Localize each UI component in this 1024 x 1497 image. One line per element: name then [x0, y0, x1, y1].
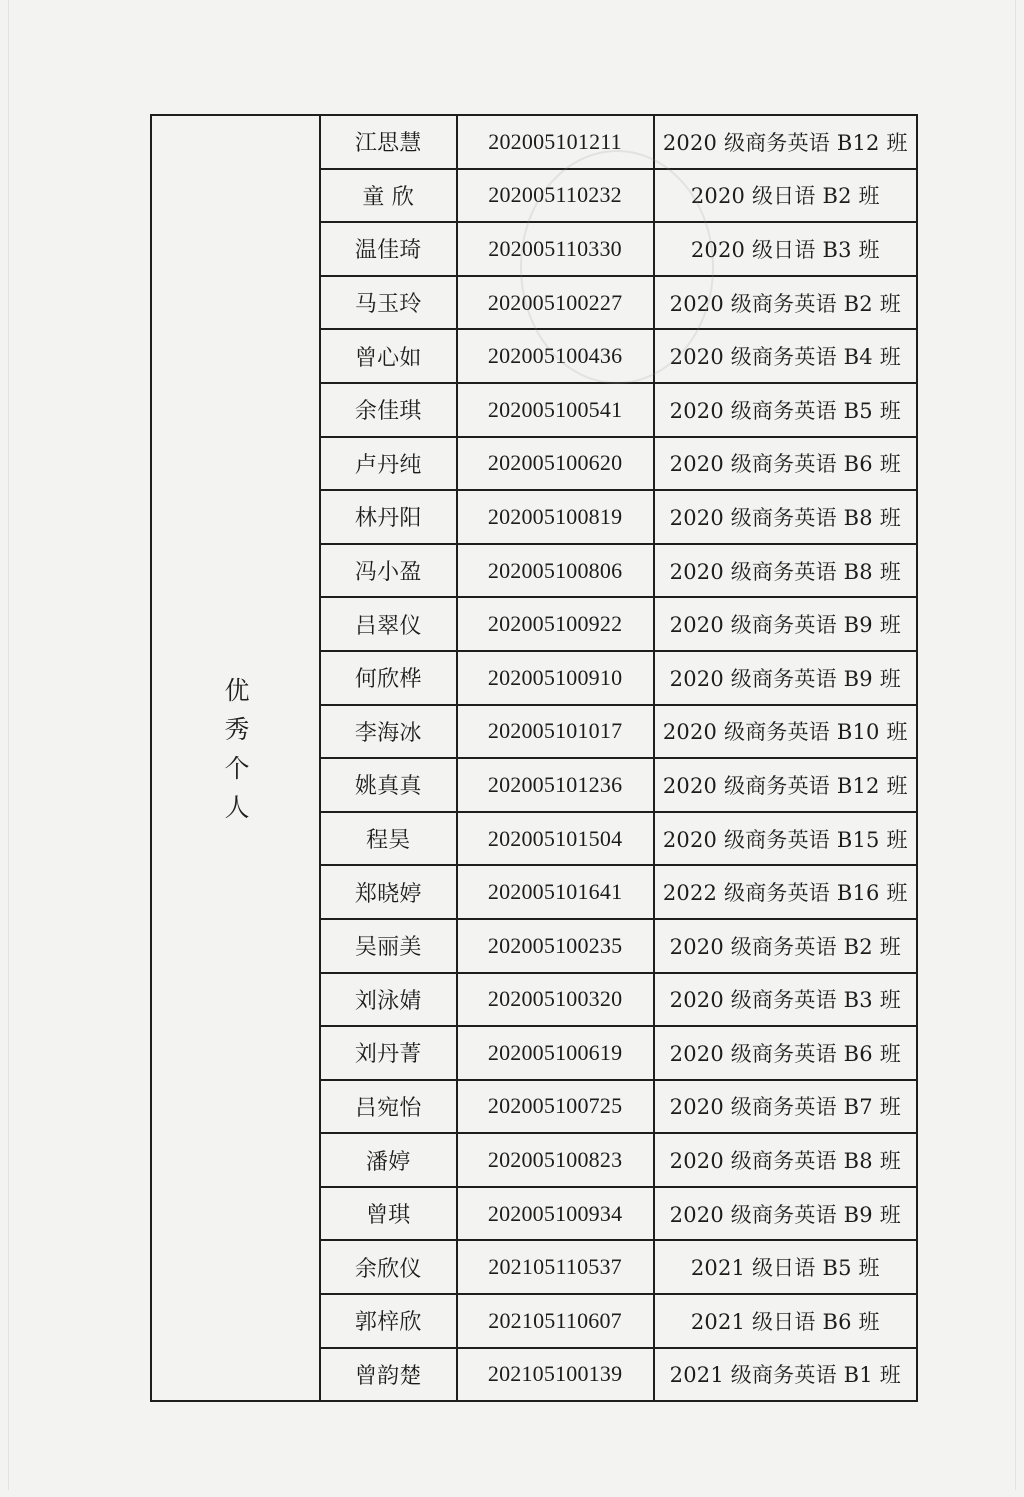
student-id: 202005110232: [457, 169, 654, 223]
student-id: 202005101504: [457, 812, 654, 866]
student-name: 潘婷: [320, 1133, 457, 1187]
student-id: 202105110537: [457, 1240, 654, 1294]
class-name: 2020 级商务英语 B2 班: [654, 276, 917, 330]
student-id: 202005100436: [457, 329, 654, 383]
class-name: 2021 级商务英语 B1 班: [654, 1348, 917, 1402]
class-name: 2020 级商务英语 B5 班: [654, 383, 917, 437]
class-name: 2020 级商务英语 B12 班: [654, 758, 917, 812]
class-name: 2020 级商务英语 B8 班: [654, 490, 917, 544]
class-name: 2020 级商务英语 B7 班: [654, 1080, 917, 1134]
category-cell: [151, 115, 320, 1401]
student-id: 202005110330: [457, 222, 654, 276]
class-name: 2020 级商务英语 B8 班: [654, 544, 917, 598]
category-label: 优秀个人: [220, 677, 250, 834]
student-name: 刘丹菁: [320, 1026, 457, 1080]
student-name: 姚真真: [320, 758, 457, 812]
student-id: 202005100910: [457, 651, 654, 705]
class-name: 2020 级商务英语 B2 班: [654, 919, 917, 973]
class-name: 2020 级商务英语 B9 班: [654, 1187, 917, 1241]
student-id: 202005100934: [457, 1187, 654, 1241]
student-name: 冯小盈: [320, 544, 457, 598]
student-id: 202005100620: [457, 437, 654, 491]
student-id: 202005100541: [457, 383, 654, 437]
class-name: 2021 级日语 B6 班: [654, 1294, 917, 1348]
student-name: 吕宛怡: [320, 1080, 457, 1134]
student-id: 202005101641: [457, 865, 654, 919]
student-name: 马玉玲: [320, 276, 457, 330]
student-name: 曾韵楚: [320, 1348, 457, 1402]
class-name: 2021 级日语 B5 班: [654, 1240, 917, 1294]
class-name: 2020 级商务英语 B12 班: [654, 115, 917, 169]
student-id: 202005100227: [457, 276, 654, 330]
class-name: 2020 级商务英语 B9 班: [654, 651, 917, 705]
student-id: 202005100819: [457, 490, 654, 544]
awards-table: [150, 114, 918, 1402]
student-name: 童 欣: [320, 169, 457, 223]
student-name: 曾琪: [320, 1187, 457, 1241]
student-id: 202105110607: [457, 1294, 654, 1348]
student-id: 202005100320: [457, 973, 654, 1027]
student-name: 郑晓婷: [320, 865, 457, 919]
student-name: 林丹阳: [320, 490, 457, 544]
student-name: 卢丹纯: [320, 437, 457, 491]
student-name: 温佳琦: [320, 222, 457, 276]
table-row: [151, 115, 917, 169]
student-id: 202005100235: [457, 919, 654, 973]
student-id: 202005100922: [457, 597, 654, 651]
student-name: 郭梓欣: [320, 1294, 457, 1348]
class-name: 2020 级商务英语 B3 班: [654, 973, 917, 1027]
class-name: 2020 级商务英语 B6 班: [654, 1026, 917, 1080]
student-name: 刘泳婧: [320, 973, 457, 1027]
student-name: 李海冰: [320, 705, 457, 759]
class-name: 2020 级商务英语 B10 班: [654, 705, 917, 759]
class-name: 2020 级商务英语 B4 班: [654, 329, 917, 383]
student-id: 202005101236: [457, 758, 654, 812]
student-id: 202105100139: [457, 1348, 654, 1402]
awards-table-body: [151, 115, 917, 1401]
student-id: 202005100806: [457, 544, 654, 598]
student-name: 程昊: [320, 812, 457, 866]
student-id: 202005100823: [457, 1133, 654, 1187]
student-name: 余欣仪: [320, 1240, 457, 1294]
class-name: 2020 级商务英语 B15 班: [654, 812, 917, 866]
student-name: 吕翠仪: [320, 597, 457, 651]
class-name: 2020 级日语 B3 班: [654, 222, 917, 276]
student-name: 余佳琪: [320, 383, 457, 437]
class-name: 2020 级商务英语 B6 班: [654, 437, 917, 491]
student-id: 202005100725: [457, 1080, 654, 1134]
student-id: 202005100619: [457, 1026, 654, 1080]
student-name: 江思慧: [320, 115, 457, 169]
class-name: 2022 级商务英语 B16 班: [654, 865, 917, 919]
class-name: 2020 级日语 B2 班: [654, 169, 917, 223]
student-name: 吴丽美: [320, 919, 457, 973]
class-name: 2020 级商务英语 B8 班: [654, 1133, 917, 1187]
student-id: 202005101017: [457, 705, 654, 759]
student-name: 何欣桦: [320, 651, 457, 705]
student-id: 202005101211: [457, 115, 654, 169]
student-name: 曾心如: [320, 329, 457, 383]
class-name: 2020 级商务英语 B9 班: [654, 597, 917, 651]
